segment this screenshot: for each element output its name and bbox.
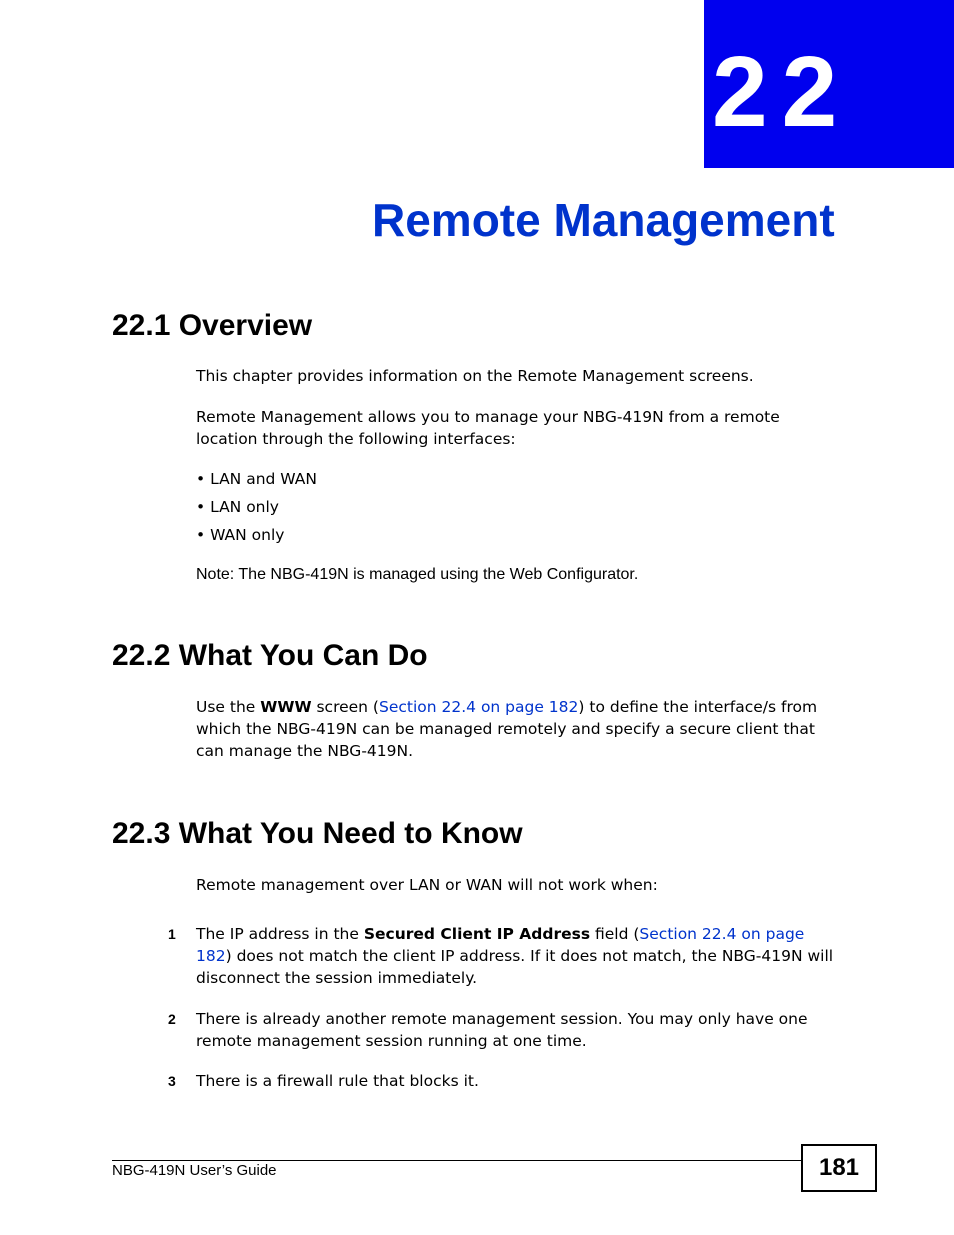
overview-paragraph-1: This chapter provides information on the Remote Management screens. [196, 367, 754, 385]
list-item: The IP address in the Secured Client IP Address field (Section 22.4 on page 182) does not match the client IP address. If it does not match, the NBG-419N will disconnect the session immediately. [196, 925, 834, 987]
chapter-title: Remote Management [372, 194, 835, 246]
page-number: 181 [801, 1144, 877, 1192]
section-heading-overview: 22.1 Overview [112, 309, 313, 342]
list-item: • LAN and WAN [196, 470, 317, 488]
section-link[interactable]: Section 22.4 on page 182 [196, 925, 805, 965]
chapter-number: 22 [712, 36, 852, 148]
section-heading-what-you-need-to-know: 22.3 What You Need to Know [112, 817, 523, 850]
section-link[interactable]: Section 22.4 on page 182 [378, 698, 579, 716]
list-item-number: 1 [168, 926, 176, 942]
list-item-number: 2 [168, 1011, 176, 1027]
what-you-can-do-paragraph: Use the WWW screen (Section 22.4 on page 182) to define the interface/s from which the NBG-419N can be managed remotely and specify a secure client that can manage the NBG-419N. [196, 698, 818, 760]
list-item: There is already another remote management session. You may only have one remote management session running at one time. [196, 1010, 808, 1050]
overview-paragraph-2: Remote Management allows you to manage your NBG-419N from a remote location through the following interfaces: [196, 408, 780, 448]
list-item: • WAN only [196, 526, 285, 544]
footer-divider [112, 1160, 802, 1161]
section-heading-what-you-can-do: 22.2 What You Can Do [112, 639, 428, 672]
list-item: • LAN only [196, 498, 279, 516]
what-you-need-to-know-intro: Remote management over LAN or WAN will not work when: [196, 876, 658, 894]
overview-note: Note: The NBG-419N is managed using the Web Configurator. [196, 566, 639, 583]
list-item: There is a firewall rule that blocks it. [196, 1072, 479, 1090]
footer-guide-title: NBG-419N User’s Guide [112, 1162, 277, 1179]
list-item-number: 3 [168, 1073, 176, 1089]
